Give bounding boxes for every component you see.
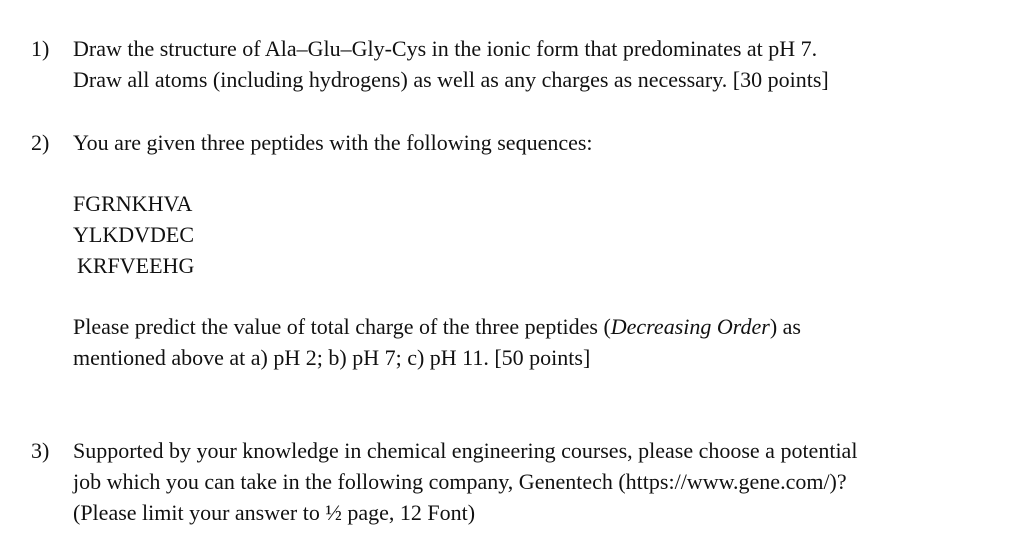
question-2 — [31, 127, 1004, 158]
question-text-line: job which you can take in the following company, Genentech (https://www.gene.com/)? — [73, 469, 847, 494]
question-3 — [31, 435, 1004, 528]
prompt-text: ) as — [769, 314, 801, 339]
peptide-sequence: KRFVEEHG — [77, 253, 195, 278]
question-2-prompt — [31, 311, 1004, 373]
peptide-sequence-list — [73, 188, 194, 281]
question-text-line: Draw all atoms (including hydrogens) as well as any charges as necessary. [30 points] — [73, 67, 829, 92]
question-text-line: Supported by your knowledge in chemical engineering courses, please choose a potential — [73, 438, 858, 463]
question-text-line — [73, 311, 1004, 342]
question-text-line: Draw the structure of Ala–Glu–Gly-Cys in the ionic form that predominates at pH 7. — [73, 36, 818, 61]
question-number: 3) — [31, 438, 50, 463]
prompt-text: Please predict the value of total charge of the three peptides ( — [73, 314, 611, 339]
peptide-sequence: YLKDVDEC — [73, 222, 194, 247]
question-number: 1) — [31, 36, 50, 61]
question-1 — [31, 33, 1004, 95]
question-text-line: mentioned above at a) pH 2; b) pH 7; c) pH 11. [50 points] — [73, 345, 591, 370]
peptide-sequence: FGRNKHVA — [73, 191, 193, 216]
question-text-line: You are given three peptides with the following sequences: — [73, 130, 593, 155]
prompt-italic-text: Decreasing Order — [610, 314, 770, 339]
question-text-line: (Please limit your answer to ½ page, 12 Font) — [73, 500, 476, 525]
question-number: 2) — [31, 130, 50, 155]
